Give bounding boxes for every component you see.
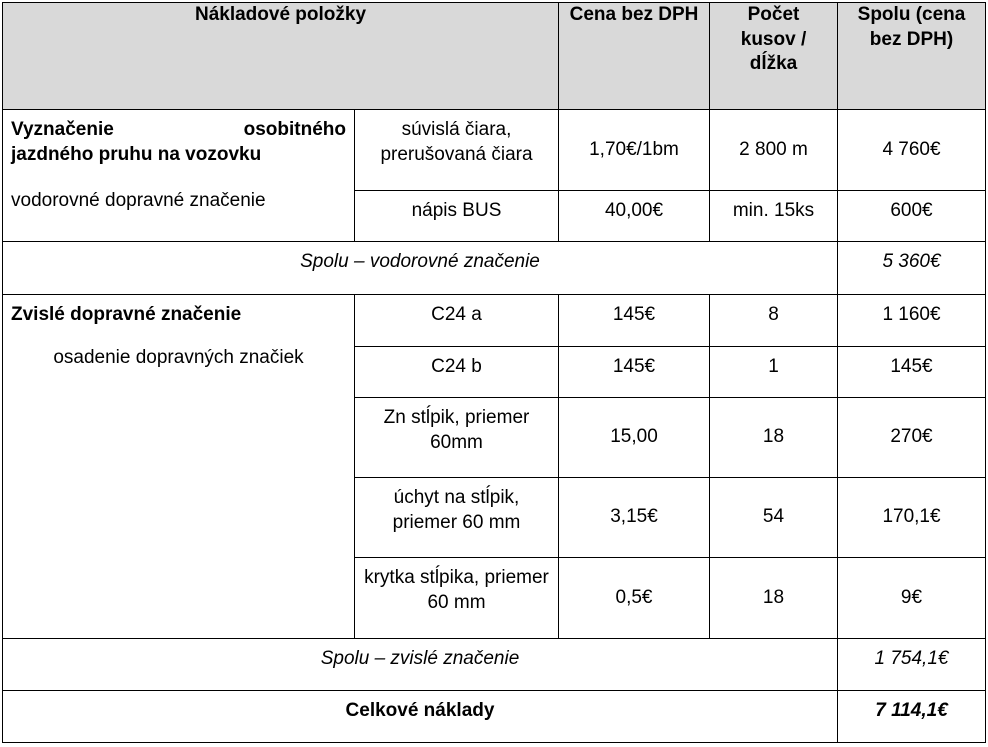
item-cell: C24 a	[355, 295, 559, 347]
total-cell: 1 160€	[838, 295, 986, 347]
section-vertical-label	[3, 295, 355, 639]
item-cell: úchyt na stĺpik, priemer 60 mm	[355, 478, 559, 558]
subtotal-value: 5 360€	[838, 242, 986, 295]
total-cell: 145€	[838, 347, 986, 398]
price-cell: 40,00€	[559, 191, 710, 242]
header-row	[3, 3, 986, 110]
total-cell: 270€	[838, 398, 986, 478]
qty-cell: min. 15ks	[710, 191, 838, 242]
section-title: Zvislé dopravné značenie	[11, 304, 242, 325]
header-items: Nákladové položky	[3, 3, 559, 110]
qty-cell: 2 800 m	[710, 110, 838, 191]
grand-total-value: 7 114,1€	[838, 691, 986, 743]
qty-cell: 54	[710, 478, 838, 558]
section-title-line: jazdného pruhu na vozovku	[11, 143, 262, 165]
price-cell: 15,00	[559, 398, 710, 478]
subtotal-label: Spolu – vodorovné značenie	[3, 242, 838, 295]
subtotal-row	[3, 639, 986, 691]
qty-cell: 1	[710, 347, 838, 398]
section-horizontal-label	[3, 110, 355, 242]
section-subtitle: osadenie dopravných značiek	[53, 346, 304, 368]
item-cell: súvislá čiara, prerušovaná čiara	[355, 110, 559, 191]
cost-table	[2, 2, 986, 743]
section-title-word: Vyznačenie	[11, 119, 114, 140]
price-cell: 3,15€	[559, 478, 710, 558]
subtotal-row	[3, 242, 986, 295]
price-cell: 145€	[559, 295, 710, 347]
qty-cell: 8	[710, 295, 838, 347]
subtotal-label: Spolu – zvislé značenie	[3, 639, 838, 691]
grand-total-label: Celkové náklady	[3, 691, 838, 743]
price-cell: 0,5€	[559, 558, 710, 639]
item-cell: C24 b	[355, 347, 559, 398]
section-title-word: osobitného	[243, 119, 346, 140]
subtotal-value: 1 754,1€	[838, 639, 986, 691]
price-cell: 1,70€/1bm	[559, 110, 710, 191]
header-total: Spolu (cena bez DPH)	[838, 3, 986, 110]
header-qty: Počet kusov / dĺžka	[710, 3, 838, 110]
grand-total-row	[3, 691, 986, 743]
table-row	[3, 295, 986, 347]
item-cell: krytka stĺpika, priemer 60 mm	[355, 558, 559, 639]
item-cell: Zn stĺpik, priemer 60mm	[355, 398, 559, 478]
total-cell: 600€	[838, 191, 986, 242]
total-cell: 4 760€	[838, 110, 986, 191]
total-cell: 9€	[838, 558, 986, 639]
item-cell: nápis BUS	[355, 191, 559, 242]
section-subtitle: vodorovné dopravné značenie	[11, 190, 266, 212]
price-cell: 145€	[559, 347, 710, 398]
qty-cell: 18	[710, 558, 838, 639]
qty-cell: 18	[710, 398, 838, 478]
header-price: Cena bez DPH	[559, 3, 710, 110]
table-row	[3, 110, 986, 191]
total-cell: 170,1€	[838, 478, 986, 558]
